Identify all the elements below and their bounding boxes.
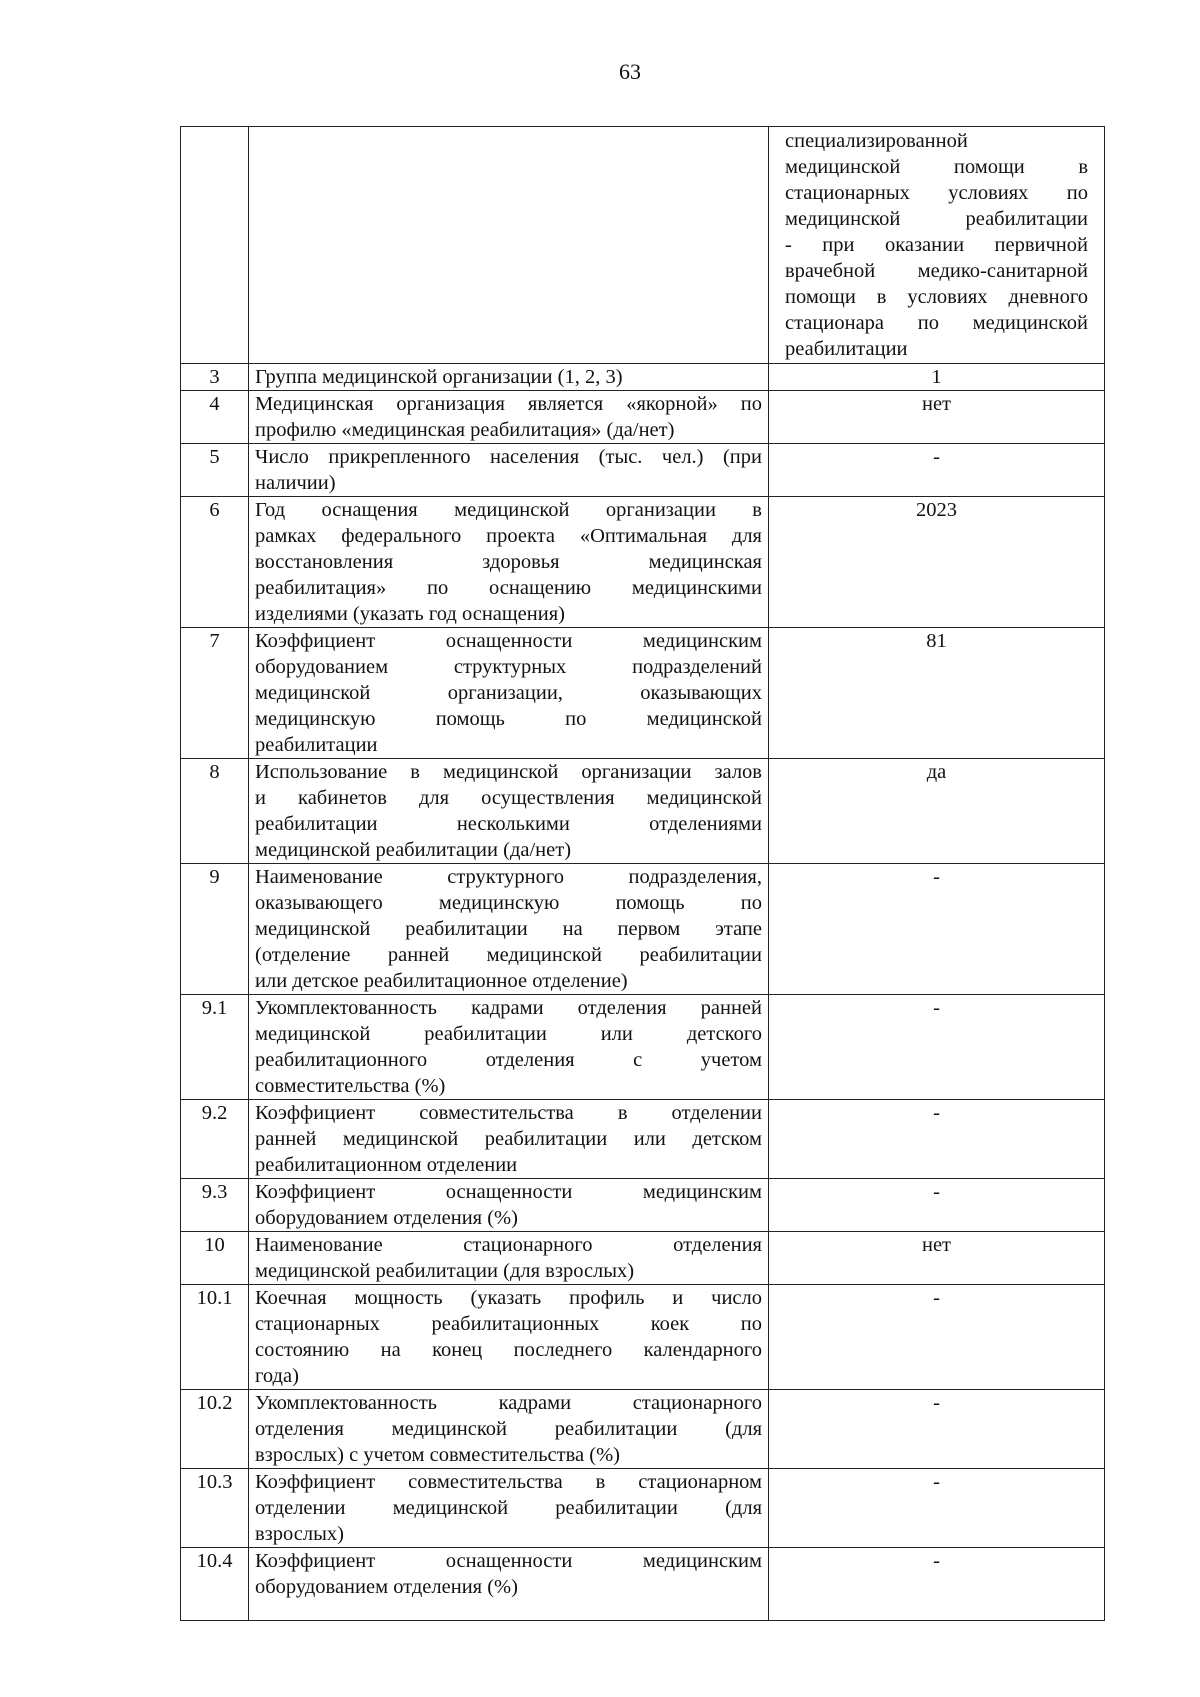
parameter-line: оборудованием структурных подразделений [255,656,762,678]
row-number-cell: 7 [181,628,249,759]
table-row-continuation [181,127,1105,364]
parameter-line: реабилитации [255,734,378,756]
parameter-line: отделении медицинской реабилитации (для [255,1497,762,1519]
row-number-cell: 5 [181,444,249,497]
parameter-line: Укомплектованность кадрами отделения ранней [255,997,762,1019]
table-row [181,1232,1105,1285]
parameter-line: Медицинская организация является «якорной» по [255,393,762,415]
table-row [181,1179,1105,1232]
value-line: стационарных условиях по [785,182,1088,204]
value-cell: - [769,864,1105,995]
parameter-cell [249,1469,769,1548]
parameter-line: или детское реабилитационное отделение) [255,970,628,992]
parameter-line: Коэффициент оснащенности медицинским [255,1550,762,1572]
table-row [181,1285,1105,1390]
value-cell: 2023 [769,497,1105,628]
parameter-cell [249,127,769,364]
value-line: реабилитации [785,338,908,360]
parameter-line: Год оснащения медицинской организации в [255,499,762,521]
value-cell: - [769,1469,1105,1548]
parameter-line: медицинскую помощь по медицинской [255,708,762,730]
value-cell: - [769,1100,1105,1179]
parameter-line: Коэффициент оснащенности медицинским [255,1181,762,1203]
parameter-line: Коечная мощность (указать профиль и число [255,1287,762,1309]
parameter-line: Число прикрепленного населения (тыс. чел.) (при [255,446,762,468]
parameter-line: и кабинетов для осуществления медицинской [255,787,762,809]
parameter-cell [249,1232,769,1285]
row-number-cell: 9 [181,864,249,995]
row-number-cell: 10.1 [181,1285,249,1390]
parameter-cell [249,628,769,759]
parameter-cell [249,1390,769,1469]
parameter-cell [249,995,769,1100]
value-cell: нет [769,1232,1105,1285]
value-line: врачебной медико-санитарной [785,260,1088,282]
value-line: помощи в условиях дневного [785,286,1088,308]
parameter-line: совместительства (%) [255,1075,446,1097]
parameter-line: восстановления здоровья медицинская [255,551,762,573]
value-cell: нет [769,391,1105,444]
parameter-line: профилю «медицинская реабилитация» (да/нет) [255,419,675,441]
parameter-line: Группа медицинской организации (1, 2, 3) [255,366,623,388]
row-number-cell: 6 [181,497,249,628]
parameter-line: реабилитационного отделения с учетом [255,1049,762,1071]
parameter-line: оборудованием отделения (%) [255,1207,518,1229]
parameter-cell [249,864,769,995]
parameter-line: (отделение ранней медицинской реабилитации [255,944,762,966]
parameter-line: Укомплектованность кадрами стационарного [255,1392,762,1414]
row-number-cell: 10.4 [181,1548,249,1621]
parameter-line: взрослых) [255,1523,344,1545]
value-line: медицинской реабилитации [785,208,1088,230]
parameter-line: медицинской организации, оказывающих [255,682,762,704]
value-cell: - [769,1179,1105,1232]
value-cell: 1 [769,364,1105,391]
parameter-line: Наименование структурного подразделения, [255,866,762,888]
parameter-line: состоянию на конец последнего календарного [255,1339,762,1361]
table-row [181,995,1105,1100]
table-row [181,391,1105,444]
row-number-cell: 10.3 [181,1469,249,1548]
parameter-line: рамках федерального проекта «Оптимальная для [255,525,762,547]
value-cell: 81 [769,628,1105,759]
value-line: медицинской помощи в [785,156,1088,178]
parameter-cell [249,497,769,628]
row-number-cell: 9.2 [181,1100,249,1179]
row-number-cell: 10.2 [181,1390,249,1469]
parameter-line: Коэффициент оснащенности медицинским [255,630,762,652]
parameter-cell [249,1179,769,1232]
parameter-line: изделиями (указать год оснащения) [255,603,565,625]
parameter-cell [249,1548,769,1621]
page-number: 63 [619,59,641,84]
table-row [181,1469,1105,1548]
table-row [181,864,1105,995]
table-row [181,1390,1105,1469]
table-row [181,497,1105,628]
parameter-cell [249,1100,769,1179]
value-cell: - [769,444,1105,497]
value-line: - при оказании первичной [785,234,1088,256]
table-row [181,628,1105,759]
data-table [180,126,1105,1621]
value-line: специализированной [785,130,968,152]
parameter-line: оборудованием отделения (%) [255,1576,518,1598]
value-cell: - [769,1548,1105,1621]
parameter-line: стационарных реабилитационных коек по [255,1313,762,1335]
value-line: стационара по медицинской [785,312,1088,334]
parameter-line: наличии) [255,472,336,494]
parameter-line: Коэффициент совместительства в стационарном [255,1471,762,1493]
parameter-line: медицинской реабилитации на первом этапе [255,918,762,940]
row-number-cell: 10 [181,1232,249,1285]
table-row [181,1100,1105,1179]
parameter-line: Коэффициент совместительства в отделении [255,1102,762,1124]
parameter-line: ранней медицинской реабилитации или детском [255,1128,762,1150]
parameter-cell [249,364,769,391]
parameter-line: отделения медицинской реабилитации (для [255,1418,762,1440]
parameter-line: Наименование стационарного отделения [255,1234,762,1256]
table-row [181,1548,1105,1621]
parameter-line: медицинской реабилитации (да/нет) [255,839,572,861]
table-row [181,364,1105,391]
table-body [181,127,1105,1621]
table-row [181,444,1105,497]
row-number-cell: 4 [181,391,249,444]
value-cell: - [769,995,1105,1100]
row-number-cell: 8 [181,759,249,864]
value-cell: да [769,759,1105,864]
parameter-line: реабилитация» по оснащению медицинскими [255,577,762,599]
row-number-cell [181,127,249,364]
value-cell: - [769,1390,1105,1469]
parameter-cell [249,1285,769,1390]
value-cell [769,127,1105,364]
row-number-cell: 9.3 [181,1179,249,1232]
parameter-line: реабилитации несколькими отделениями [255,813,762,835]
parameter-line: оказывающего медицинскую помощь по [255,892,762,914]
parameter-line: года) [255,1365,299,1387]
parameter-line: реабилитационном отделении [255,1154,518,1176]
parameter-cell [249,391,769,444]
row-number-cell: 9.1 [181,995,249,1100]
value-cell: - [769,1285,1105,1390]
parameter-line: взрослых) с учетом совместительства (%) [255,1444,620,1466]
table-row [181,759,1105,864]
parameter-cell [249,444,769,497]
parameter-line: медицинской реабилитации или детского [255,1023,762,1045]
parameter-line: Использование в медицинской организации залов [255,761,762,783]
parameter-line: медицинской реабилитации (для взрослых) [255,1260,635,1282]
row-number-cell: 3 [181,364,249,391]
parameter-cell [249,759,769,864]
